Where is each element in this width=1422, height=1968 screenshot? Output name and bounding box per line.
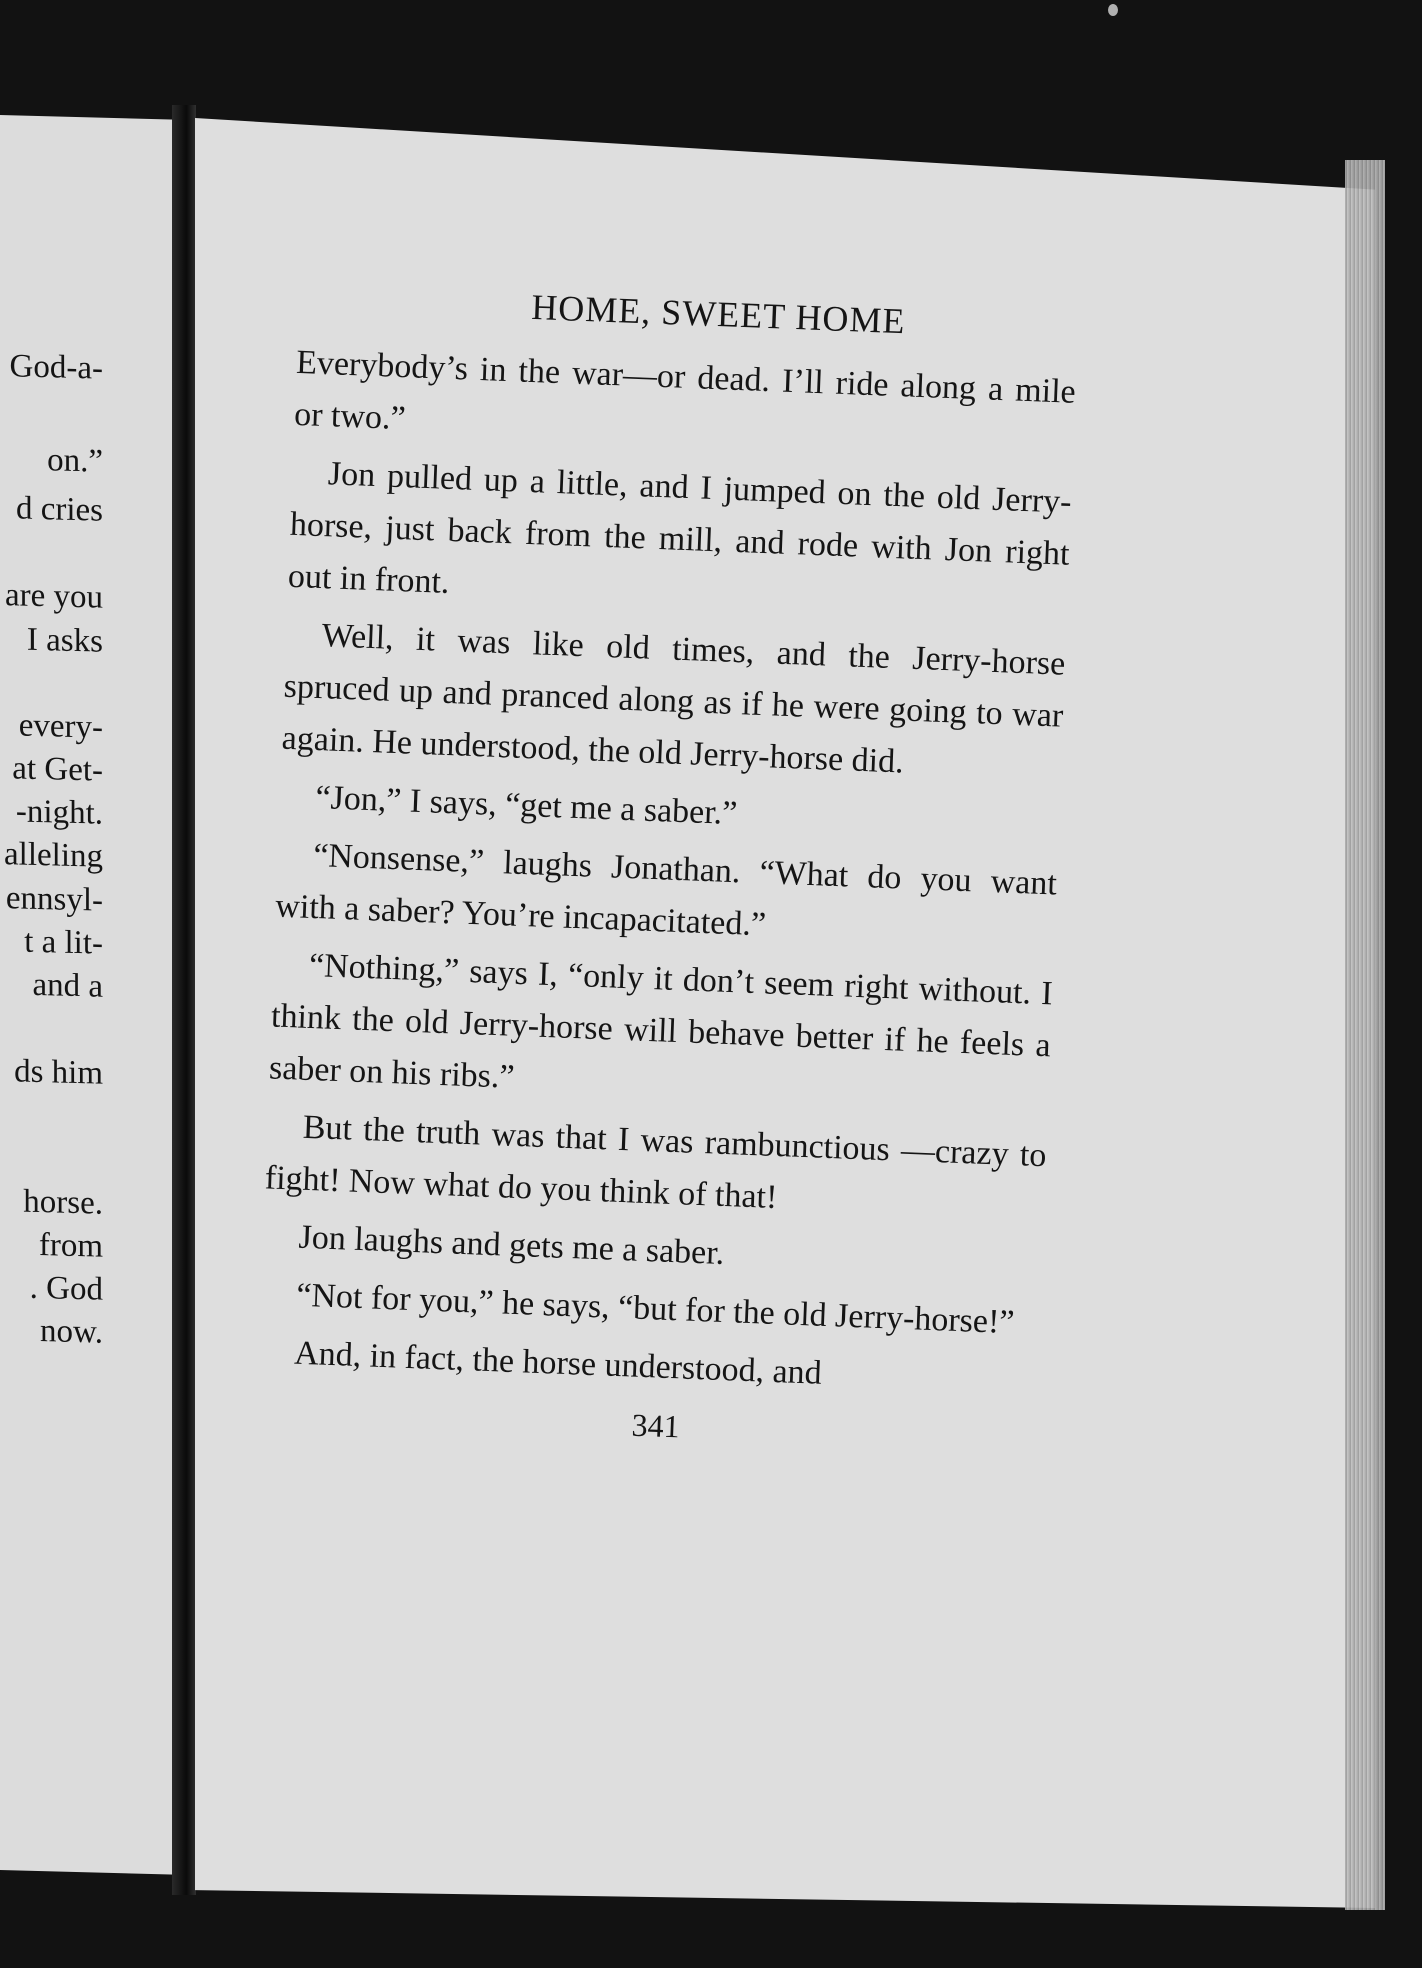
left-line: horse. (23, 1183, 103, 1222)
left-line: ds him (14, 1053, 103, 1092)
left-line: -night. (15, 793, 103, 832)
left-line: I asks (26, 621, 103, 660)
left-line: t a lit- (24, 923, 103, 962)
left-line: at Get- (12, 750, 103, 789)
left-line: now. (40, 1313, 103, 1351)
paragraph: And, in fact, the horse understood, and (293, 1334, 823, 1392)
running-head: HOME, SWEET HOME (530, 286, 907, 342)
left-line: ennsyl- (5, 880, 103, 919)
left-line: every- (18, 707, 103, 746)
left-line: alleling (4, 836, 103, 875)
paragraph: “Jon,” I says, “get me a saber.” (314, 779, 738, 833)
left-line: God-a- (9, 348, 103, 387)
left-line: . God (29, 1269, 103, 1308)
book-gutter (172, 105, 196, 1895)
paragraph: Jon pulled up a little, and I jumped on the old Jerry-horse, just back from the mill, and rode with Jon right out in front. (287, 455, 1073, 601)
paragraph: “Nonsense,” laughs Jonathan. “What do you want with a saber? You’re incapacitated.” (274, 836, 1058, 944)
left-page (0, 115, 185, 1875)
page-edges (1345, 160, 1385, 1910)
left-line: are you (4, 577, 103, 616)
left-line: and a (32, 966, 103, 1005)
left-page-text (0, 115, 185, 1875)
paragraph: Everybody’s in the war—or dead. I’ll ride along a mile or two.” (293, 343, 1077, 438)
left-line: on.” (47, 442, 103, 480)
paragraph: Jon laughs and gets me a saber. (297, 1218, 725, 1272)
dust-speck (1108, 4, 1118, 16)
right-page-text (255, 265, 1079, 1459)
paragraph: “Not for you,” he says, “but for the old Jerry-horse!” (295, 1276, 1016, 1342)
paragraph: Well, it was like old times, and the Jerry-horse spruced up and pranced along as if he were going to war again. He understood, the old Jerry-horse did. (281, 617, 1066, 781)
paragraph: “Nothing,” says I, “only it don’t seem right without. I think the old Jerry-horse will behave better if he feels a saber on his ribs.” (268, 946, 1054, 1096)
left-line: d cries (15, 490, 103, 529)
paragraph: But the truth was that I was rambunctious —crazy to fight! Now what do you think of that! (264, 1108, 1048, 1216)
page-number: 341 (631, 1406, 681, 1445)
left-line: from (38, 1227, 103, 1265)
